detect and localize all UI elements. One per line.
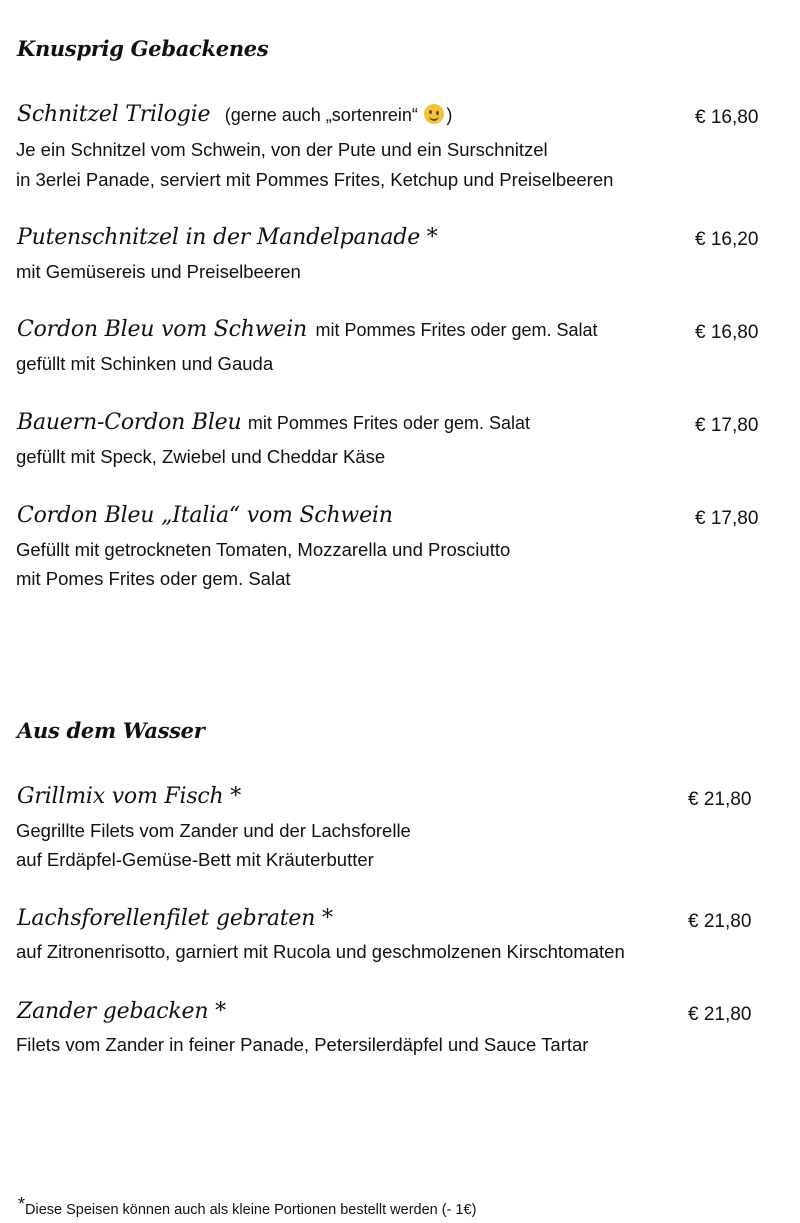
- dish-name: Grillmix vom Fisch *: [17, 784, 242, 809]
- price: € 17,80: [695, 415, 759, 436]
- winking-face-icon: [424, 104, 444, 124]
- footnote-text: Diese Speisen können auch als kleine Portionen bestellt werden (- 1€): [25, 1202, 477, 1218]
- section-title-knusprig: Knusprig Gebackenes: [17, 36, 269, 61]
- dish-name: Cordon Bleu vom Schwein: [17, 317, 308, 342]
- footnote: [18, 1194, 476, 1218]
- price: € 16,20: [695, 229, 759, 250]
- dish-name: Putenschnitzel in der Mandelpanade *: [17, 225, 438, 250]
- menu-item-bauern-cordon-bleu: [17, 410, 530, 435]
- menu-item-cordon-bleu: [17, 317, 598, 342]
- dish-description: gefüllt mit Speck, Zwiebel und Cheddar Käse: [16, 446, 386, 467]
- dish-name: Schnitzel Trilogie: [17, 102, 211, 127]
- price: € 21,80: [688, 1004, 752, 1025]
- menu-item-schnitzel-trilogie: [17, 102, 452, 127]
- dish-name: Bauern-Cordon Bleu: [17, 410, 242, 435]
- dish-description: auf Erdäpfel-Gemüse-Bett mit Kräuterbutter: [16, 849, 374, 870]
- dish-name: Lachsforellenfilet gebraten *: [17, 906, 333, 931]
- dish-name: Zander gebacken *: [17, 999, 226, 1024]
- price: € 16,80: [695, 322, 759, 343]
- footnote-star: *: [18, 1194, 26, 1214]
- dish-description: gefüllt mit Schinken und Gauda: [16, 353, 274, 374]
- dish-description: Filets vom Zander in feiner Panade, Petersilerdäpfel und Sauce Tartar: [16, 1034, 589, 1055]
- dish-description: mit Pomes Frites oder gem. Salat: [16, 568, 291, 589]
- dish-note-close: ): [446, 105, 453, 125]
- dish-note: mit Pommes Frites oder gem. Salat: [247, 413, 531, 433]
- dish-note: mit Pommes Frites oder gem. Salat: [315, 320, 598, 340]
- dish-description: in 3erlei Panade, serviert mit Pommes Frites, Ketchup und Preiselbeeren: [16, 169, 614, 190]
- dish-description: auf Zitronenrisotto, garniert mit Rucola und geschmolzenen Kirschtomaten: [16, 941, 625, 962]
- price: € 16,80: [695, 107, 759, 128]
- price: € 17,80: [695, 508, 759, 529]
- price: € 21,80: [688, 789, 752, 810]
- dish-note: (gerne auch „sortenrein“: [224, 105, 418, 125]
- price: € 21,80: [688, 911, 752, 932]
- dish-name: Cordon Bleu „Italia“ vom Schwein: [17, 503, 393, 528]
- dish-description: Gefüllt mit getrockneten Tomaten, Mozzarella und Prosciutto: [16, 539, 511, 560]
- section-title-wasser: Aus dem Wasser: [17, 718, 205, 743]
- dish-description: mit Gemüsereis und Preiselbeeren: [16, 261, 301, 282]
- dish-description: Gegrillte Filets vom Zander und der Lachsforelle: [16, 820, 411, 841]
- dish-description: Je ein Schnitzel vom Schwein, von der Pute und ein Surschnitzel: [16, 139, 548, 160]
